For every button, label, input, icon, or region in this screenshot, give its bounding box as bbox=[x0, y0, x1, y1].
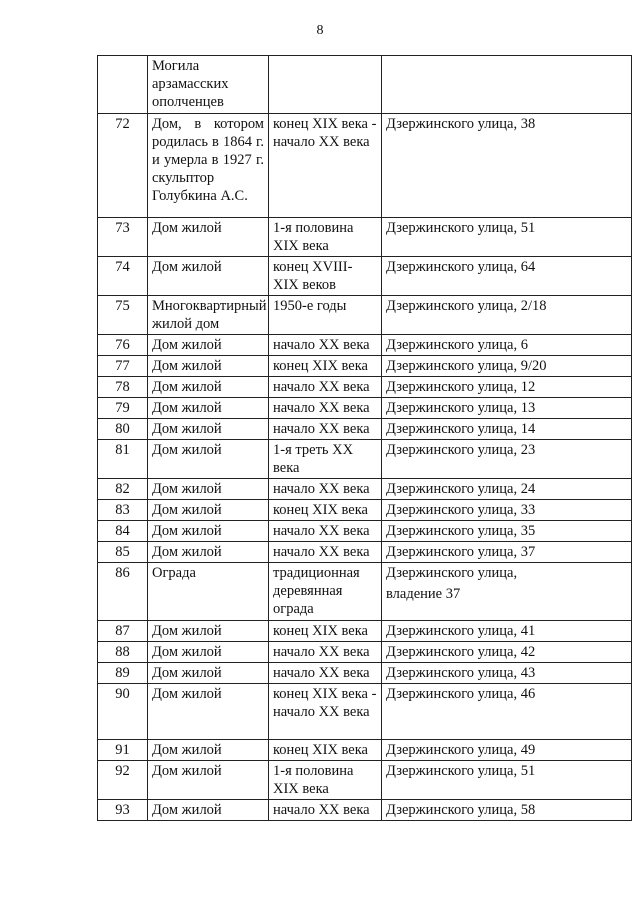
object-dating: конец XIX века bbox=[269, 740, 382, 761]
row-number: 77 bbox=[98, 356, 148, 377]
object-dating: 1-я треть XX века bbox=[269, 440, 382, 479]
row-number: 92 bbox=[98, 761, 148, 800]
object-dating: начало XX века bbox=[269, 642, 382, 663]
object-address: Дзержинского улица, 51 bbox=[382, 761, 632, 800]
table-row bbox=[98, 296, 632, 335]
row-number: 76 bbox=[98, 335, 148, 356]
object-name: Дом жилой bbox=[148, 377, 269, 398]
object-dating: конец XIX века bbox=[269, 356, 382, 377]
object-dating: начало XX века bbox=[269, 800, 382, 821]
row-number: 79 bbox=[98, 398, 148, 419]
object-address: Дзержинского улица, 46 bbox=[382, 684, 632, 740]
row-number: 80 bbox=[98, 419, 148, 440]
row-number: 86 bbox=[98, 563, 148, 621]
row-number: 78 bbox=[98, 377, 148, 398]
object-dating: конец XIX века - начало XX века bbox=[269, 114, 382, 218]
table-row bbox=[98, 114, 632, 218]
table-row bbox=[98, 621, 632, 642]
row-number: 85 bbox=[98, 542, 148, 563]
row-number: 90 bbox=[98, 684, 148, 740]
object-dating bbox=[269, 56, 382, 114]
row-number: 91 bbox=[98, 740, 148, 761]
table-row bbox=[98, 563, 632, 621]
object-address: Дзержинского улица, 2/18 bbox=[382, 296, 632, 335]
object-dating: начало XX века bbox=[269, 335, 382, 356]
object-dating: конец XVIII-XIX веков bbox=[269, 257, 382, 296]
object-address: Дзержинского улица, 41 bbox=[382, 621, 632, 642]
table-row bbox=[98, 684, 632, 740]
table-row bbox=[98, 335, 632, 356]
object-name: Дом жилой bbox=[148, 218, 269, 257]
object-name: Дом жилой bbox=[148, 521, 269, 542]
object-address: Дзержинского улица, 23 bbox=[382, 440, 632, 479]
object-name: Дом жилой bbox=[148, 356, 269, 377]
object-name: Ограда bbox=[148, 563, 269, 621]
table-row bbox=[98, 500, 632, 521]
object-dating: начало XX века bbox=[269, 521, 382, 542]
table-row bbox=[98, 740, 632, 761]
object-address: Дзержинского улица, 42 bbox=[382, 642, 632, 663]
object-name: Дом жилой bbox=[148, 542, 269, 563]
table-row bbox=[98, 419, 632, 440]
object-address: Дзержинского улица, 35 bbox=[382, 521, 632, 542]
row-number: 72 bbox=[98, 114, 148, 218]
object-dating: традиционная деревянная ограда bbox=[269, 563, 382, 621]
row-number: 88 bbox=[98, 642, 148, 663]
row-number: 74 bbox=[98, 257, 148, 296]
row-number: 89 bbox=[98, 663, 148, 684]
table-row bbox=[98, 663, 632, 684]
object-name: Дом жилой bbox=[148, 440, 269, 479]
page-number: 8 bbox=[316, 23, 324, 38]
object-name: Дом жилой bbox=[148, 800, 269, 821]
table-row bbox=[98, 800, 632, 821]
row-number: 81 bbox=[98, 440, 148, 479]
object-name: Дом жилой bbox=[148, 740, 269, 761]
object-name: Дом жилой bbox=[148, 642, 269, 663]
table-row bbox=[98, 257, 632, 296]
object-address: Дзержинского улица, 12 bbox=[382, 377, 632, 398]
object-dating: конец XIX века bbox=[269, 621, 382, 642]
heritage-objects-table bbox=[97, 55, 632, 821]
object-address: Дзержинского улица, 58 bbox=[382, 800, 632, 821]
row-number: 83 bbox=[98, 500, 148, 521]
table-row bbox=[98, 398, 632, 419]
table-row bbox=[98, 56, 632, 114]
object-name: Дом жилой bbox=[148, 621, 269, 642]
object-name: Дом жилой bbox=[148, 500, 269, 521]
object-address bbox=[382, 56, 632, 114]
object-address: Дзержинского улица, 9/20 bbox=[382, 356, 632, 377]
object-name: Дом жилой bbox=[148, 684, 269, 740]
table-row bbox=[98, 356, 632, 377]
object-name: Дом жилой bbox=[148, 663, 269, 684]
address-line: владение 37 bbox=[386, 586, 461, 602]
row-number: 93 bbox=[98, 800, 148, 821]
object-dating: конец XIX века - начало XX века bbox=[269, 684, 382, 740]
table-row bbox=[98, 521, 632, 542]
object-dating: 1-я половина XIX века bbox=[269, 761, 382, 800]
object-address: Дзержинского улица, 43 bbox=[382, 663, 632, 684]
object-name: Дом жилой bbox=[148, 398, 269, 419]
object-name: Дом жилой bbox=[148, 335, 269, 356]
address-line: Дзержинского улица, bbox=[386, 565, 518, 581]
object-dating: начало XX века bbox=[269, 377, 382, 398]
row-number: 75 bbox=[98, 296, 148, 335]
object-dating: начало XX века bbox=[269, 542, 382, 563]
object-address: Дзержинского улица, 14 bbox=[382, 419, 632, 440]
object-dating: начало XX века bbox=[269, 479, 382, 500]
table-row bbox=[98, 440, 632, 479]
object-name: Многоквартирный жилой дом bbox=[148, 296, 269, 335]
object-address: Дзержинского улица, 51 bbox=[382, 218, 632, 257]
table-row bbox=[98, 377, 632, 398]
object-dating: 1950-е годы bbox=[269, 296, 382, 335]
object-name: Дом жилой bbox=[148, 419, 269, 440]
object-address: Дзержинского улица, 37 bbox=[382, 542, 632, 563]
object-name: Дом жилой bbox=[148, 761, 269, 800]
object-name: Дом жилой bbox=[148, 479, 269, 500]
object-address: Дзержинского улица, 13 bbox=[382, 398, 632, 419]
row-number bbox=[98, 56, 148, 114]
table-row bbox=[98, 642, 632, 663]
table-row bbox=[98, 218, 632, 257]
table-row bbox=[98, 542, 632, 563]
object-address: Дзержинского улица, 33 bbox=[382, 500, 632, 521]
object-name: Могила арзамасских ополченцев bbox=[148, 56, 269, 114]
table-row bbox=[98, 479, 632, 500]
object-dating: начало XX века bbox=[269, 663, 382, 684]
object-address: Дзержинского улица, 64 bbox=[382, 257, 632, 296]
object-dating: конец XIX века bbox=[269, 500, 382, 521]
object-name: Дом жилой bbox=[148, 257, 269, 296]
object-address: Дзержинского улица, 38 bbox=[382, 114, 632, 218]
object-address: Дзержинского улица, 6 bbox=[382, 335, 632, 356]
object-dating: начало XX века bbox=[269, 419, 382, 440]
object-address bbox=[382, 563, 632, 621]
object-dating: 1-я половина XIX века bbox=[269, 218, 382, 257]
object-address: Дзержинского улица, 49 bbox=[382, 740, 632, 761]
object-address: Дзержинского улица, 24 bbox=[382, 479, 632, 500]
object-dating: начало XX века bbox=[269, 398, 382, 419]
row-number: 82 bbox=[98, 479, 148, 500]
row-number: 87 bbox=[98, 621, 148, 642]
object-name: Дом, в котором родилась в 1864 г. и умерла в 1927 г. скульптор Голубкина А.С. bbox=[148, 114, 269, 218]
row-number: 84 bbox=[98, 521, 148, 542]
row-number: 73 bbox=[98, 218, 148, 257]
table-row bbox=[98, 761, 632, 800]
